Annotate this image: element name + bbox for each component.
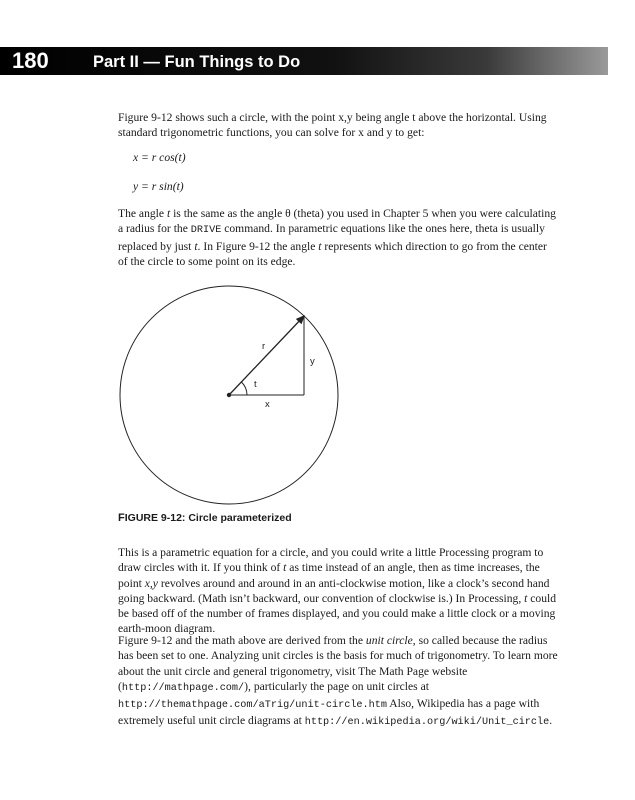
equation-x: x = r cos(t) bbox=[133, 151, 186, 164]
unit-circle-figure bbox=[110, 280, 350, 510]
unit-circle-paragraph: Figure 9-12 and the math above are derived from the unit circle, so called because the radius has been set to one. Analyzing unit circles is the basis for much of trigonometry. To learn more about the unit circle and general trigonometry, visit The Math Page website (http://mathpage.com/), particularly the page on unit circles at http://themathpage.com/aTrig/unit-circle.htm Also, Wikipedia has a page with extremely useful unit circle diagrams at http://en.wikipedia.org/wiki/Unit_circle. bbox=[118, 634, 558, 729]
angle-paragraph: The angle t is the same as the angle θ (theta) you used in Chapter 5 when you were calculating a radius for the DRIVE command. In parametric equations like the ones here, theta is usually replaced by just t. In Figure 9-12 the angle t represents which direction to go from the center of the circle to some point on its edge. bbox=[118, 207, 556, 268]
wikipedia-url[interactable]: http://en.wikipedia.org/wiki/Unit_circle bbox=[304, 717, 550, 729]
chapter-header-bar bbox=[0, 47, 608, 75]
part-title: Part II — Fun Things to Do bbox=[93, 53, 301, 71]
mathpage-url[interactable]: http://mathpage.com/ bbox=[121, 682, 245, 694]
unit-circle-url[interactable]: http://themathpage.com/aTrig/unit-circle.htm bbox=[118, 700, 387, 712]
angle-arc bbox=[241, 382, 247, 395]
t-label: t bbox=[254, 379, 257, 390]
parametric-paragraph: This is a parametric equation for a circle, and you could write a little Processing program to draw circles with it. If you think of t as time instead of an angle, then as time increases, the point x,y revolves around and around in an anti-clockwise motion, like a clock’s second hand going backward. (Math isn’t backward, our convention of clockwise is.) In Processing, t could be based off of the number of frames displayed, and you could make a little clock or a moving earth-moon diagram. bbox=[118, 546, 557, 636]
y-label: y bbox=[310, 356, 315, 367]
equation-y: y = r sin(t) bbox=[133, 180, 184, 193]
r-label: r bbox=[262, 341, 266, 352]
radius-line bbox=[229, 316, 304, 395]
intro-paragraph: Figure 9-12 shows such a circle, with the point x,y being angle t above the horizontal. Using standard trigonometric functions, you can solve for x and y to get: bbox=[118, 111, 547, 140]
center-point bbox=[227, 393, 231, 397]
x-label: x bbox=[265, 399, 270, 410]
page-number: 180 bbox=[12, 48, 49, 73]
drive-command-code: DRIVE bbox=[190, 225, 222, 237]
figure-caption: FIGURE 9-12: Circle parameterized bbox=[118, 512, 292, 524]
